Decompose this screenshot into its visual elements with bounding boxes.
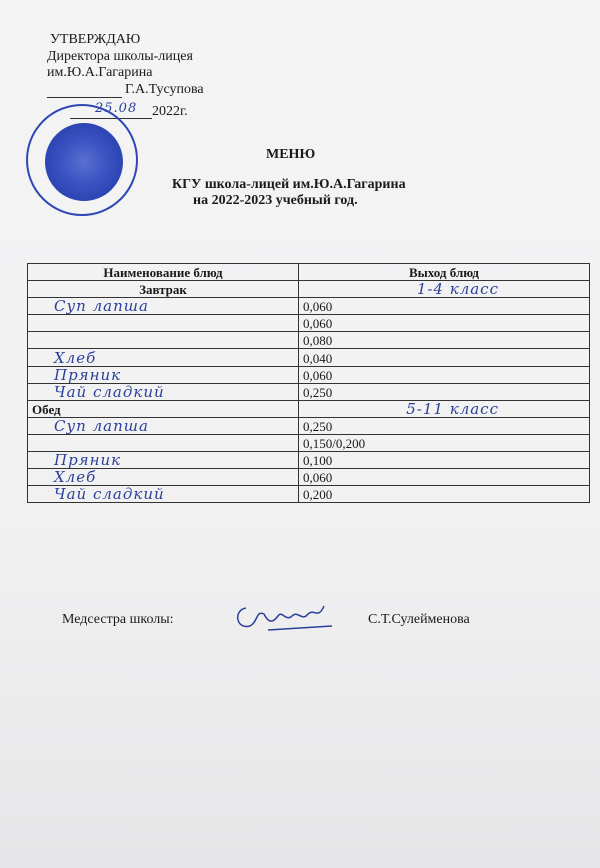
yield-cell: [299, 400, 590, 417]
table-header: [28, 264, 590, 281]
dish-cell: [28, 281, 299, 298]
yield-cell: [299, 469, 590, 486]
dish-yield: 0,100: [303, 453, 333, 469]
table-row: [28, 469, 590, 486]
dish-name: Чай сладкий: [54, 485, 165, 504]
dish-cell: [28, 452, 299, 469]
dish-yield: 0,060: [303, 299, 333, 315]
table-row: [28, 417, 590, 434]
date-handwritten: 25.08: [95, 101, 138, 116]
org-name: КГУ школа-лицей им.Ю.А.Гагарина: [172, 177, 406, 192]
yield-cell: [299, 332, 590, 349]
dish-yield: 0,040: [303, 350, 333, 366]
signature-line: [47, 97, 122, 98]
yield-cell: [299, 315, 590, 332]
grade-range: 1-4 класс: [416, 280, 499, 299]
meal-section-label: Обед: [32, 401, 61, 417]
approval-line1: Директора школы-лицея: [47, 49, 193, 64]
column-header-dish: Наименование блюд: [28, 264, 299, 281]
table-row: [28, 315, 590, 332]
dish-name: Пряник: [54, 451, 122, 470]
approval-date: 2022г.: [152, 104, 188, 119]
dish-cell: [28, 315, 299, 332]
dish-yield: 0,060: [303, 316, 333, 332]
dish-yield: 0,250: [303, 418, 333, 434]
page-title: МЕНЮ: [266, 147, 316, 162]
emblem-icon: [45, 123, 123, 201]
table-row: [28, 383, 590, 400]
nurse-signature: [228, 596, 338, 636]
nurse-label: Медсестра школы:: [62, 612, 174, 627]
table-row: [28, 434, 590, 451]
table-row: [28, 349, 590, 366]
approval-title: УТВЕРЖДАЮ: [50, 32, 141, 47]
yield-cell: [299, 349, 590, 366]
director-name: Г.А.Тусупова: [125, 82, 204, 97]
dish-name: Хлеб: [54, 468, 97, 487]
table-row: [28, 452, 590, 469]
dish-yield: 0,200: [303, 487, 333, 503]
dish-yield: 0,080: [303, 333, 333, 349]
dish-name: [32, 331, 54, 349]
dish-cell: [28, 417, 299, 434]
dish-cell: [28, 486, 299, 503]
column-header-yield: Выход блюд: [299, 264, 590, 281]
table-row: [28, 332, 590, 349]
dish-cell: [28, 349, 299, 366]
dish-name: Пряник: [54, 365, 122, 384]
dish-name: [32, 434, 54, 452]
dish-name: Суп лапша: [54, 297, 149, 316]
school-year: на 2022-2023 учебный год.: [193, 193, 358, 208]
dish-yield: 0,060: [303, 470, 333, 486]
yield-cell: [299, 366, 590, 383]
dish-cell: [28, 469, 299, 486]
dish-cell: [28, 332, 299, 349]
dish-name: Чай сладкий: [54, 382, 165, 401]
menu-table: [27, 263, 590, 503]
official-stamp: [26, 104, 138, 216]
yield-cell: [299, 434, 590, 451]
grade-range: 5-11 класс: [406, 399, 499, 418]
dish-yield: 0,060: [303, 367, 333, 383]
dish-yield: 0,250: [303, 384, 333, 400]
yield-cell: [299, 452, 590, 469]
dish-name: Суп лапша: [54, 416, 149, 435]
dish-cell: [28, 298, 299, 315]
yield-cell: [299, 298, 590, 315]
dish-cell: [28, 366, 299, 383]
yield-cell: [299, 417, 590, 434]
table-section-row: [28, 400, 590, 417]
dish-cell: [28, 400, 299, 417]
yield-cell: [299, 281, 590, 298]
table-row: [28, 298, 590, 315]
dish-name: [32, 314, 54, 332]
yield-cell: [299, 383, 590, 400]
yield-cell: [299, 486, 590, 503]
table-section-row: [28, 281, 590, 298]
dish-cell: [28, 434, 299, 451]
dish-cell: [28, 383, 299, 400]
meal-section-label: Завтрак: [139, 282, 187, 298]
dish-yield: 0,150/0,200: [303, 436, 366, 452]
table-row: [28, 366, 590, 383]
nurse-name: С.Т.Сулейменова: [368, 612, 470, 627]
dish-name: Хлеб: [54, 348, 97, 367]
table-row: [28, 486, 590, 503]
approval-line2: им.Ю.А.Гагарина: [47, 65, 153, 80]
